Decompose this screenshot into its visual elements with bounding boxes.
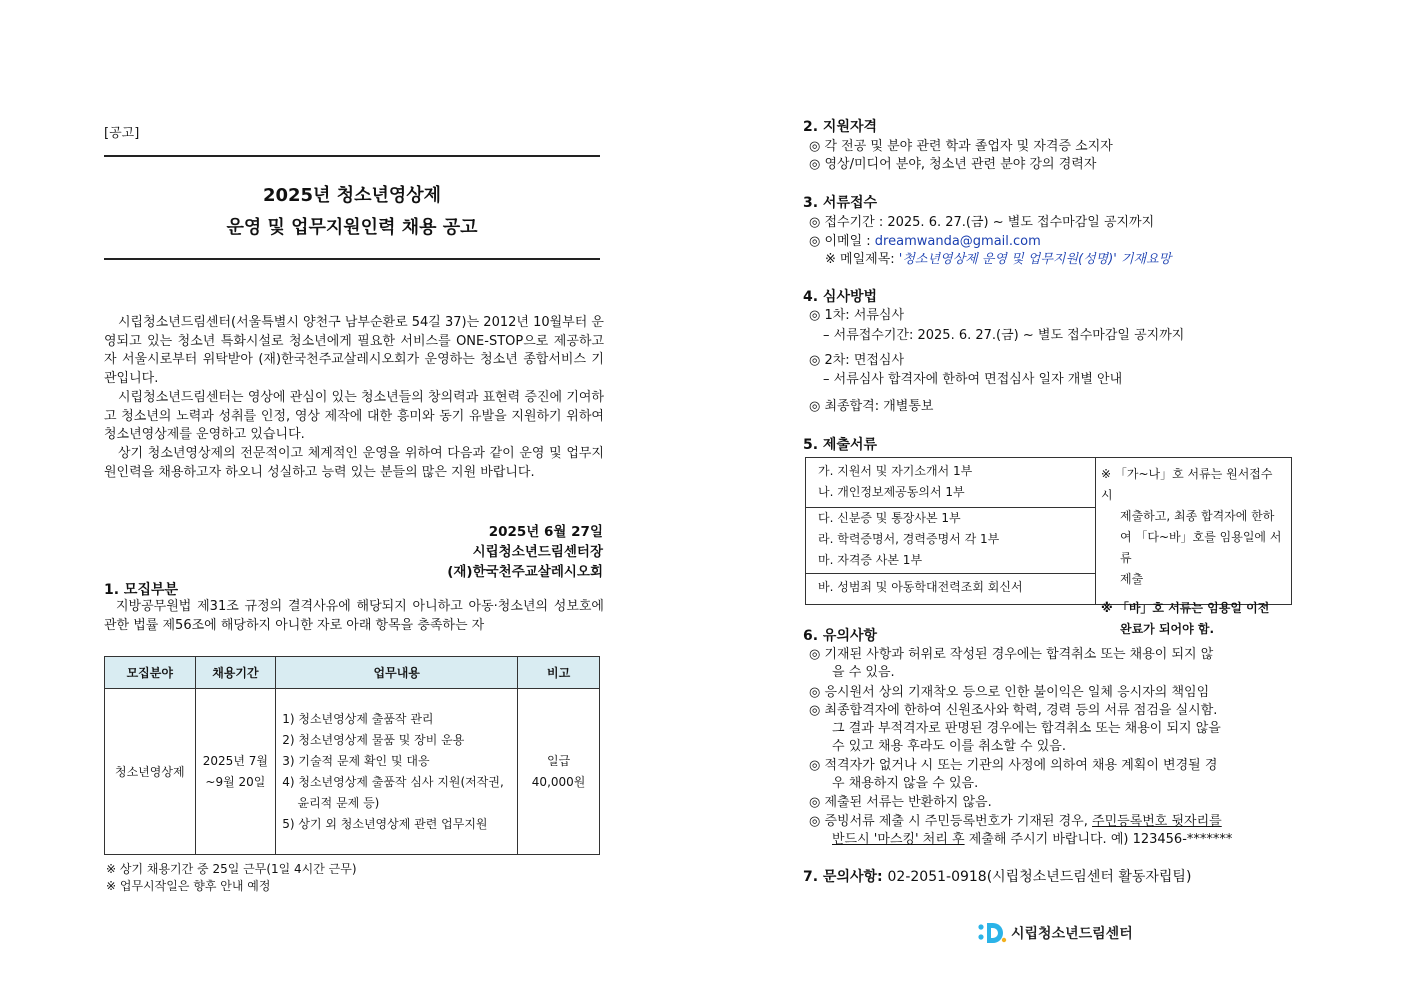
caution-underlined-text: 주민등록번호 뒷자리를 <box>1092 814 1222 829</box>
section-3-title: 3. 서류접수 <box>803 195 878 211</box>
table-header: 비고 <box>518 657 600 689</box>
caution-item-3: ◎ 최종합격자에 한하여 신원조사와 학력, 경력 등의 서류 점검을 실시함. <box>809 703 1218 718</box>
note-line: 제출 <box>1120 572 1144 586</box>
note-line: ※ 「가~나」호 서류는 원서접수 시 <box>1101 467 1273 502</box>
caution-text: ◎ 증빙서류 제출 시 주민등록번호가 기재된 경우, <box>809 814 1093 829</box>
documents-box <box>805 457 1292 636</box>
documents-group-2 <box>806 508 1095 571</box>
duty-item: 3) 기술적 문제 확인 및 대응 <box>282 753 430 768</box>
duty-item: 2) 청소년영상제 물품 및 장비 운용 <box>282 732 465 747</box>
bottom-rule <box>104 258 600 260</box>
table-header-row <box>105 657 600 689</box>
caution-underlined-text: 반드시 '마스킹' 처리 후 <box>832 832 965 847</box>
application-period: ◎ 접수기간 : 2025. 6. 27.(금) ~ 별도 접수마감일 공지까지 <box>809 215 1155 230</box>
documents-group-3 <box>806 577 1095 598</box>
duty-item: 5) 상기 외 청소년영상제 관련 업무지원 <box>282 816 488 831</box>
pay-line-2: 40,000원 <box>531 774 586 789</box>
caution-item-3-cont: 수 있고 채용 후라도 이를 취소할 수 있음. <box>832 739 1066 754</box>
documents-group-1 <box>806 461 1095 503</box>
document-item: 나. 개인정보제공동의서 1부 <box>818 485 965 499</box>
caution-item-6-cont <box>832 828 1232 847</box>
screening-second-detail: – 서류심사 합격자에 한하여 면접심사 일자 개별 안내 <box>823 372 1123 387</box>
section-1-description: 지방공무원법 제31조 규정의 결격사유에 해당되지 아니하고 아동·청소년의 성보호에 관한 법률 제56조에 해당하지 아니한 자로 아래 항목을 충족하는 자 <box>104 599 604 633</box>
group-divider <box>806 573 1095 574</box>
table-row <box>105 689 600 855</box>
screening-final: ◎ 최종합격: 개별통보 <box>809 399 934 414</box>
table-cell-duties <box>276 689 518 855</box>
qualification-item: ◎ 각 전공 및 분야 관련 학과 졸업자 및 자격증 소지자 <box>809 139 1113 154</box>
duty-item: 4) 청소년영상제 출품작 심사 지원(저작권, <box>282 774 504 789</box>
email-link[interactable]: dreamwanda@gmail.com <box>874 234 1041 249</box>
mail-subject-row <box>825 248 1171 267</box>
intro-paragraph-3: 상기 청소년영상제의 전문적이고 체계적인 운영을 위하여 다음과 같이 운영 및 업무지원인력을 채용하고자 하오니 성실하고 능력 있는 분들의 많은 지원 바랍니다. <box>104 446 604 480</box>
table-cell-pay <box>518 689 600 855</box>
email-label: ◎ 이메일 : <box>809 234 875 249</box>
intro-paragraph-1: 시립청소년드림센터(서울특별시 양천구 남부순환로 54길 37)는 2012년 10월부터 운영되고 있는 청소년 특화시설로 청소년에게 필요한 서비스를 ONE-STOP으로 제공하고자 서울시로부터 위탁받아 (재)한국천주교살레시오회가 운영하는 청소년 종합서비스 기관입니다. <box>104 315 604 386</box>
section-7-contact <box>803 866 1191 886</box>
documents-note <box>1101 464 1287 640</box>
note-line: 제출하고, 최종 합격자에 한하 <box>1120 509 1275 523</box>
mail-subject-text: '청소년영상제 운영 및 업무지원(성명)' 기재요망 <box>898 252 1172 267</box>
page-title-line1: 2025년 청소년영상제 <box>262 185 442 206</box>
table-header: 모집분야 <box>105 657 196 689</box>
period-line-2: ~9월 20일 <box>205 774 266 789</box>
note-line: 여 「다~바」호를 임용일에 서류 <box>1120 530 1282 565</box>
intro-paragraph-2: 시립청소년드림센터는 영상에 관심이 있는 청소년들의 창의력과 표현력 증진에 기여하고 청소년의 노력과 성취를 인정, 영상 제작에 대한 흥미와 동기 유발을 지원하기 위하여 청소년영상제를 운영하고 있습니다. <box>104 390 604 442</box>
section-2-title: 2. 지원자격 <box>803 119 878 135</box>
note-line: ※ 「바」호 서류는 임용일 이전 <box>1101 601 1270 615</box>
issuer-organization: (재)한국천주교살레시오회 <box>447 564 603 580</box>
section-5-title: 5. 제출서류 <box>803 437 878 453</box>
caution-item-1: ◎ 기재된 사항과 허위로 작성된 경우에는 합격취소 또는 채용이 되지 않 <box>809 647 1214 662</box>
top-rule <box>104 155 600 157</box>
section-7-title: 7. 문의사항: <box>803 869 888 885</box>
center-logo <box>978 921 1133 945</box>
application-email-row <box>809 230 1041 249</box>
notice-tag: [공고] <box>104 126 140 141</box>
document-item: 라. 학력증명서, 경력증명서 각 1부 <box>818 532 1000 546</box>
notice-date: 2025년 6월 27일 <box>488 524 603 540</box>
document-item: 바. 성범죄 및 아동학대전력조회 회신서 <box>818 580 1023 594</box>
page-title-line2: 운영 및 업무지원인력 채용 공고 <box>226 217 478 238</box>
note-line: 완료가 되어야 함. <box>1120 622 1215 636</box>
caution-item-2: ◎ 응시원서 상의 기재착오 등으로 인한 불이익은 일체 응시자의 책임임 <box>809 685 1210 700</box>
dream-center-logo-icon <box>978 921 1008 945</box>
caution-item-3-cont: 그 결과 부적격자로 판명된 경우에는 합격취소 또는 채용이 되지 않을 <box>832 721 1221 736</box>
screening-second: ◎ 2차: 면접심사 <box>809 353 905 368</box>
contact-phone: 02-2051-0918(시립청소년드림센터 활동자립팀) <box>887 869 1192 885</box>
table-cell-field: 청소년영상제 <box>105 689 196 855</box>
caution-item-4: ◎ 적격자가 없거나 시 또는 기관의 사정에 의하여 채용 계획이 변경될 경 <box>809 758 1218 773</box>
screening-first-detail: – 서류접수기간: 2025. 6. 27.(금) ~ 별도 접수마감일 공지까지 <box>823 328 1185 343</box>
document-item: 다. 신분증 및 통장사본 1부 <box>818 511 961 525</box>
caution-text: 제출해 주시기 바랍니다. 예) 123456-******* <box>964 832 1233 847</box>
caution-item-6 <box>809 810 1222 829</box>
section-4-title: 4. 심사방법 <box>803 289 878 305</box>
section-1-title: 1. 모집부분 <box>104 582 179 598</box>
table-note: ※ 업무시작일은 향후 안내 예정 <box>106 879 271 893</box>
caution-item-1-cont: 을 수 있음. <box>832 665 895 680</box>
qualification-item: ◎ 영상/미디어 분야, 청소년 관련 분야 강의 경력자 <box>809 157 1097 172</box>
screening-first: ◎ 1차: 서류심사 <box>809 308 905 323</box>
pay-line-1: 일급 <box>547 753 571 768</box>
mail-subject-label: ※ 메일제목: <box>825 252 899 267</box>
logo-text: 시립청소년드림센터 <box>1011 926 1133 942</box>
section-6-title: 6. 유의사항 <box>803 628 878 644</box>
caution-item-5: ◎ 제출된 서류는 반환하지 않음. <box>809 795 992 810</box>
issuer-director: 시립청소년드림센터장 <box>472 544 603 560</box>
documents-list <box>806 458 1096 604</box>
table-cell-period <box>195 689 276 855</box>
table-header: 채용기간 <box>195 657 276 689</box>
duty-item: 윤리적 문제 등) <box>282 795 380 810</box>
document-item: 마. 자격증 사본 1부 <box>818 553 923 567</box>
duty-item: 1) 청소년영상제 출품작 관리 <box>282 711 434 726</box>
period-line-1: 2025년 7월 <box>202 753 268 768</box>
recruitment-table <box>104 656 600 855</box>
table-header: 업무내용 <box>276 657 518 689</box>
table-note: ※ 상기 채용기간 중 25일 근무(1일 4시간 근무) <box>106 862 357 876</box>
document-item: 가. 지원서 및 자기소개서 1부 <box>818 464 973 478</box>
caution-item-4-cont: 우 채용하지 않을 수 있음. <box>832 776 979 791</box>
